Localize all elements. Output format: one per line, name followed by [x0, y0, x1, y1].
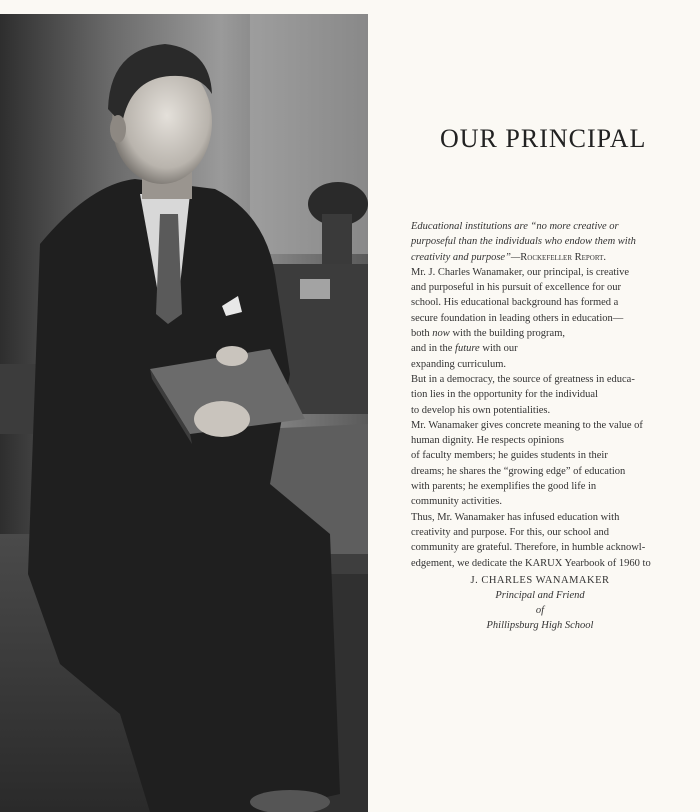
- paragraph-line: community are grateful. Therefore, in humble acknowl-: [411, 542, 646, 554]
- paragraph-line: tion lies in the opportunity for the individual: [411, 389, 598, 401]
- paragraph-line: dreams; he shares the “growing edge” of education: [411, 465, 626, 477]
- emphasis-text: future: [455, 343, 480, 355]
- principal-portrait-image: [0, 14, 368, 812]
- signature-of: of: [535, 605, 545, 616]
- paragraph-line: to develop his own potentialities.: [411, 404, 551, 416]
- principal-name: J. CHARLES WANAMAKER: [470, 575, 610, 586]
- paragraph-line: creativity and purpose. For this, our school and: [411, 526, 610, 538]
- dedication-text: [411, 219, 696, 571]
- principal-role: Principal and Friend: [495, 590, 585, 601]
- quote-line: Educational institutions are “no more creative or: [411, 221, 619, 232]
- text-segment: with the building program,: [449, 328, 566, 340]
- paragraph-line: [411, 341, 696, 356]
- text-segment: and in the: [411, 343, 456, 355]
- paragraph-line: Mr. Wanamaker gives concrete meaning to the value of: [411, 419, 643, 431]
- paragraph-line: community activities.: [411, 496, 502, 508]
- paragraph-line: human dignity. He respects opinions: [411, 435, 565, 447]
- emphasis-text: now: [432, 328, 450, 340]
- paragraph-line: But in a democracy, the source of greatness in educa-: [411, 373, 635, 385]
- paragraph-line: school. His educational background has formed a: [411, 297, 619, 309]
- quote-source: Rockefeller Report.: [520, 251, 606, 263]
- paragraph-line: and purposeful in his pursuit of excellence for our: [411, 282, 621, 294]
- paragraph-line: Thus, Mr. Wanamaker has infused education with: [411, 511, 620, 523]
- quote-text: creativity and purpose”—: [411, 251, 521, 263]
- quote-line: [411, 250, 696, 265]
- page-title: OUR PRINCIPAL: [440, 124, 647, 153]
- paragraph-line: expanding curriculum.: [411, 358, 507, 370]
- paragraph-line: Mr. J. Charles Wanamaker, our principal, is creative: [411, 266, 630, 278]
- paragraph-line: edgement, we dedicate the KARUX Yearbook of 1960 to: [411, 557, 651, 569]
- paragraph-line: secure foundation in leading others in education—: [411, 312, 624, 324]
- paragraph-line: with parents; he exemplifies the good life in: [411, 481, 597, 493]
- paragraph-line: of faculty members; he guides students in their: [411, 450, 608, 462]
- school-name: Phillipsburg High School: [486, 620, 594, 631]
- quote-line: purposeful than the individuals who endow them with: [411, 236, 636, 248]
- paragraph-line: [411, 326, 696, 341]
- principal-photo: [0, 14, 368, 812]
- text-segment: with our: [479, 343, 518, 355]
- signature-block: [440, 573, 640, 633]
- text-segment: both: [411, 328, 433, 340]
